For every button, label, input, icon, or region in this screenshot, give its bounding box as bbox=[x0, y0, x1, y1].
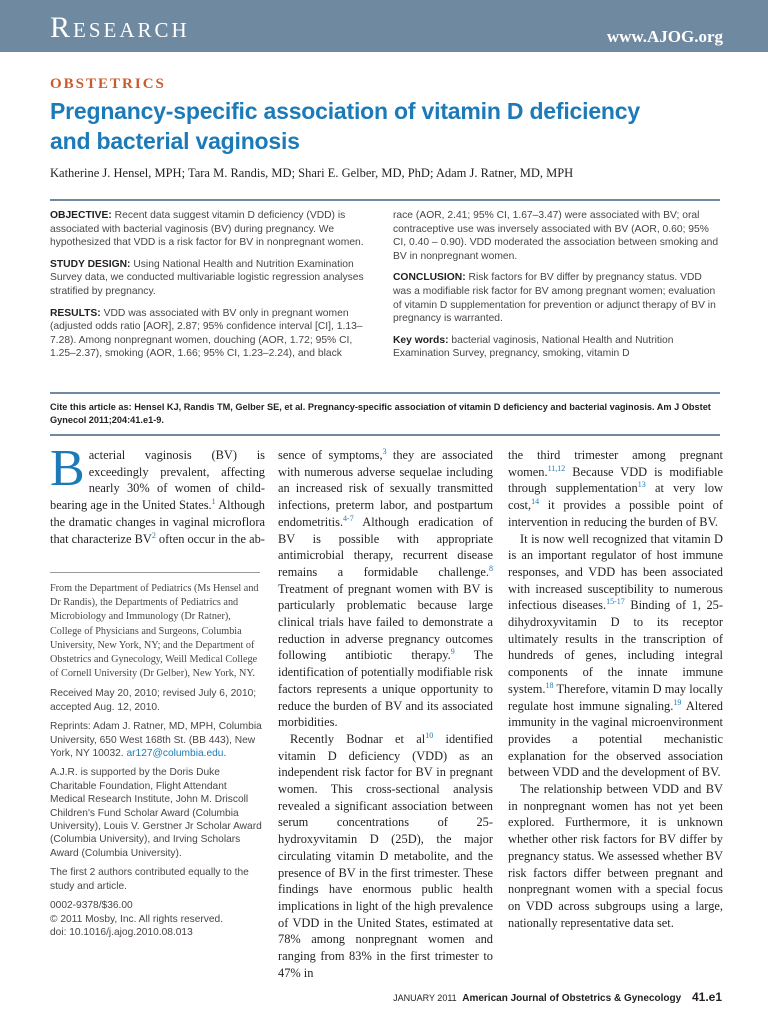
body-text: at very low cost, bbox=[508, 481, 723, 513]
body-column-1 bbox=[50, 440, 266, 547]
reference-link[interactable]: 9 bbox=[450, 647, 455, 657]
article-subject: OBSTETRICS bbox=[50, 76, 166, 92]
journal-website-link[interactable]: www.AJOG.org bbox=[606, 27, 723, 46]
results-text: VDD was associated with BV only in pregnant women (adjusted odds ratio [AOR], 2.87; 95% confidence interval [CI], 1.13–7.28). Among nonpregnant women, douching (AOR, 1.72; 95% CI, 1.25–2.37), smoking (AOR, 1.66; 95% CI, 1.23–2.24), and black bbox=[50, 307, 363, 360]
reference-link[interactable]: 1 bbox=[211, 496, 216, 506]
reference-link[interactable]: 2 bbox=[151, 530, 156, 540]
equal-contribution: The first 2 authors contributed equally to the study and article. bbox=[50, 867, 249, 892]
body-text: Altered immunity in the vaginal microenvironment provides a potential mechanistic explanation for the observed association between VDD and the development of BV. bbox=[508, 698, 723, 780]
body-paragraph bbox=[278, 731, 493, 982]
abstract-results-cont: race (AOR, 2.41; 95% CI, 1.67–3.47) were associated with BV; oral contraceptive use was inversely associated with BV (AOR, 0.60; 95% CI, 0.40 – 0.90). VDD moderated the association between smoking and BV in nonpregnant women. bbox=[393, 210, 719, 262]
issn: 0002-9378/$36.00 bbox=[50, 900, 133, 912]
article-authors: Katherine J. Hensel, MPH; Tara M. Randis, MD; Shari E. Gelber, MD, PhD; Adam J. Ratner, MD, MPH bbox=[50, 166, 574, 180]
body-paragraph: The relationship between VDD and BV in nonpregnant women has not yet been explored. Furthermore, it is unknown whether other risk factors for BV differ by pregnancy status. We assessed whether BV risk factors differ between pregnant and nonpregnant women with a special focus on VDD across subgroups using a large, nationally representative data set. bbox=[508, 782, 723, 930]
page-footer bbox=[393, 990, 722, 1004]
reference-link[interactable]: 10 bbox=[425, 730, 434, 740]
section-title: Research bbox=[50, 11, 190, 44]
citation-top-rule bbox=[50, 392, 720, 394]
objective-label: OBJECTIVE: bbox=[50, 210, 112, 221]
received-dates: Received May 20, 2010; revised July 6, 2010; accepted Aug. 12, 2010. bbox=[50, 688, 257, 713]
body-text: the third trimester among pregnant women. bbox=[508, 448, 723, 479]
design-text: Using National Health and Nutrition Examination Survey data, we conducted multivariable logistic regression analyses stratified by pregnancy. bbox=[50, 258, 364, 297]
abstract-design bbox=[50, 258, 377, 299]
abstract-objective bbox=[50, 209, 377, 250]
body-text: Treatment of pregnant women with BV is particularly problematic because large clinical trials have failed to demonstrate a reduction in adverse pregnancy outcomes following antibiotic therapy. bbox=[278, 581, 493, 663]
journal-name: American Journal of Obstetrics & Gynecology bbox=[462, 993, 682, 1004]
abstract-results bbox=[50, 307, 377, 361]
page-number: 41.e1 bbox=[691, 990, 722, 1004]
citation: Cite this article as: Hensel KJ, Randis TM, Gelber SE, et al. Pregnancy-specific association of vitamin D deficiency and bacterial vaginosis. Am J Obstet Gynecol 2011;204:41.e1-9. bbox=[50, 402, 711, 425]
body-paragraph bbox=[50, 440, 266, 547]
reprints-text-end: . bbox=[223, 748, 227, 760]
results-label: RESULTS: bbox=[50, 307, 101, 319]
abstract-column-right bbox=[393, 209, 720, 369]
citation-bottom-rule bbox=[50, 434, 720, 436]
issue-date: JANUARY 2011 bbox=[393, 993, 457, 1003]
body-text: Therefore, vitamin D may locally regulate host immune signaling. bbox=[508, 681, 723, 713]
body-text: it provides a possible point of intervention in reducing the burden of BV. bbox=[508, 498, 723, 529]
body-text: The identification of potentially modifiable risk factors represents a unique opportunity to reduce the burden of BV and its associated morbidities. bbox=[278, 648, 493, 730]
article-title: Pregnancy-specific association of vitamin D deficiency and bacterial vaginosis bbox=[50, 98, 640, 154]
body-text: Although eradication of BV is possible with appropriate antimicrobial therapy, recurrent disease remains a formidable challenge. bbox=[278, 514, 493, 579]
affiliations bbox=[50, 582, 262, 939]
doi: doi: 10.1016/j.ajog.2010.08.013 bbox=[50, 926, 193, 938]
abstract-column-left bbox=[50, 209, 377, 369]
body-text: Recently Bodnar et al bbox=[290, 731, 426, 746]
reference-link[interactable]: 15-17 bbox=[606, 597, 625, 607]
body-text: sence of symptoms, bbox=[278, 448, 383, 462]
drop-cap: B bbox=[50, 440, 85, 497]
body-text: often occur in the ab- bbox=[155, 531, 265, 546]
abstract-keywords bbox=[393, 334, 720, 361]
body-column-3 bbox=[508, 447, 723, 931]
conclusion-label: CONCLUSION: bbox=[393, 272, 466, 284]
keywords-text: bacterial vaginosis, National Health and Nutrition Examination Survey, pregnancy, smoking, vitamin D bbox=[393, 334, 674, 360]
conclusion-text: Risk factors for BV differ by pregnancy status. VDD was a modifiable risk factor for BV among pregnant women; evaluation of vitamin D supplementation for prevention or adjunct therapy of BV in pregnancy is warranted. bbox=[393, 272, 716, 325]
reference-link[interactable]: 11,12 bbox=[547, 463, 566, 473]
body-paragraph bbox=[278, 447, 493, 731]
body-text: Binding of 1, 25-dihydroxyvitamin D to its receptor ultimately results in the transcription of hundreds of genes, including integral components of the innate immune system. bbox=[508, 598, 723, 696]
body-text: Although the dramatic changes in vaginal microflora that characterize BV bbox=[50, 498, 266, 546]
header-bar bbox=[0, 0, 768, 52]
author-email-link[interactable]: ar127@columbia.edu bbox=[126, 748, 224, 760]
reference-link[interactable]: 8 bbox=[489, 563, 493, 573]
body-text: identified vitamin D deficiency (VDD) as an independent risk factor for BV in pregnant women. This cross-sectional analysis revealed a significant association between serum concentrations of 25-hydroxyvitamin D (25D), the major circulating vitamin D metabolite, and the presence of BV in the first trimester. These findings have enormous public health implications in light of the high prevalence of VDD in the United States, estimated at 78% among nonpregnant women and ranging from 83% in the first trimester to 47% in bbox=[278, 731, 493, 980]
copyright: © 2011 Mosby, Inc. All rights reserved. bbox=[50, 913, 224, 925]
design-label: STUDY DESIGN: bbox=[50, 258, 131, 270]
reference-link[interactable]: 13 bbox=[637, 480, 646, 490]
body-text: It is now well recognized that vitamin D is an important regulator of host immune responses, and VDD has been associated with increased susceptibility to numerous infectious diseases. bbox=[508, 531, 723, 613]
reference-link[interactable]: 19 bbox=[673, 697, 682, 707]
reference-link[interactable]: 4-7 bbox=[343, 513, 354, 523]
body-column-2 bbox=[278, 447, 493, 982]
body-text: acterial vaginosis (BV) is exceedingly prevalent, affecting nearly 30% of women of child-bearing age in the United States. bbox=[50, 448, 265, 513]
abstract-top-rule bbox=[50, 199, 720, 201]
objective-text: Recent data suggest vitamin D deficiency (VDD) is associated with bacterial vaginosis (BV) during pregnancy. We hypothesized that VDD is a risk factor for BV in nonpregnant women. bbox=[50, 210, 364, 249]
reference-link[interactable]: 18 bbox=[545, 680, 554, 690]
abstract-conclusion bbox=[393, 271, 720, 325]
reference-link[interactable]: 14 bbox=[531, 496, 540, 506]
body-paragraph bbox=[508, 447, 723, 531]
body-text: they are associated with numerous adverse sequelae including an increased risk of sexually transmitted infections, preterm labor, and postpartum endometritis. bbox=[278, 448, 493, 529]
keywords-label: Key words: bbox=[393, 334, 449, 346]
affiliation-rule bbox=[50, 572, 260, 573]
reference-link[interactable]: 3 bbox=[382, 446, 387, 456]
body-text: Because VDD is modifiable through supplementation bbox=[508, 464, 723, 496]
funding-info: A.J.R. is supported by the Doris Duke Charitable Foundation, Flight Attendant Medical Research Institute, John M. Driscoll Children's Fund Scholar Award (Columbia University), Louis V. Gerstner Jr Scholar Award (Columbia University), and Irving Scholars Award (Columbia University). bbox=[50, 767, 262, 859]
reprints-text: Reprints: Adam J. Ratner, MD, MPH, Columbia University, 650 West 168th St. (BB 443), New York, NY 10032. bbox=[50, 721, 262, 760]
reprints-info bbox=[50, 720, 262, 760]
body-paragraph bbox=[508, 531, 723, 782]
author-affiliations: From the Department of Pediatrics (Ms Hensel and Dr Randis), the Departments of Pediatrics and Microbiology and Immunology (Dr Ratner), College of Physicians and Surgeons, Columbia University, New York, NY; and the Department of Obstetrics and Gynecology, Weill Medical College of Cornell University (Dr Gelber), New York, NY. bbox=[50, 583, 259, 680]
